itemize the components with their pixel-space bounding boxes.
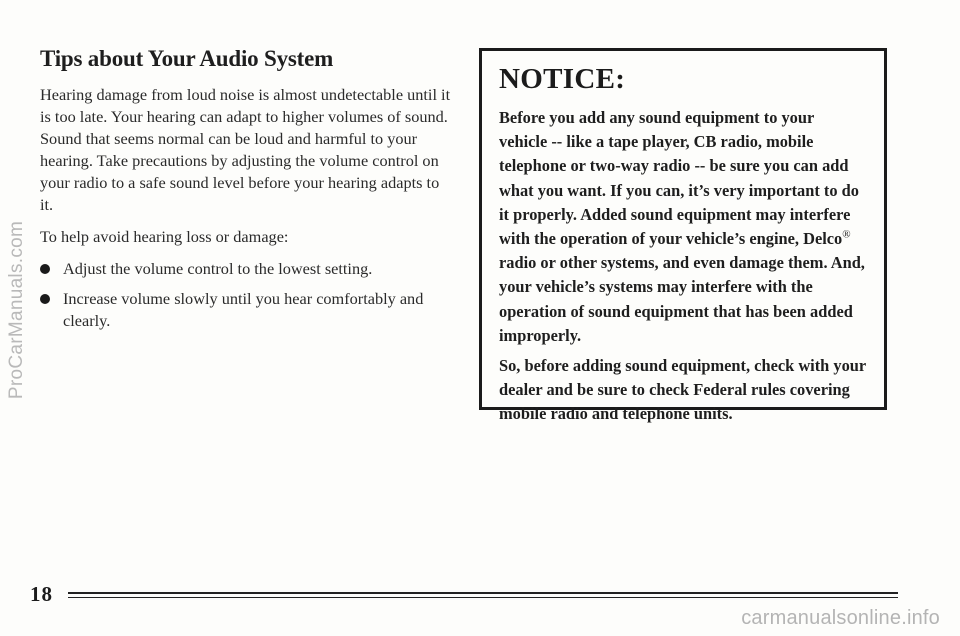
notice-paragraph-2: So, before adding sound equipment, check with your dealer and be sure to check Federal rules covering mobile radio and telephone units. xyxy=(499,356,866,424)
footer-rule xyxy=(68,592,898,594)
list-item-text: Increase volume slowly until you hear comfortably and clearly. xyxy=(63,289,424,330)
notice-title: NOTICE: xyxy=(499,63,626,95)
notice-box xyxy=(479,48,887,424)
registered-mark: ® xyxy=(842,228,851,241)
bullet-icon xyxy=(40,294,50,304)
footer-rule-thin xyxy=(68,597,898,598)
list-item-text: Adjust the volume control to the lowest setting. xyxy=(63,259,373,278)
list-item xyxy=(40,258,455,280)
audio-tips-section xyxy=(40,46,455,340)
notice-text-part-2: radio or other systems, and even damage them. And, your vehicle’s systems may interfere with the operation of sound equipment that has been added improperly. xyxy=(499,253,865,345)
list-item xyxy=(40,288,455,332)
notice-paragraph-1 xyxy=(499,106,866,348)
section-title: Tips about Your Audio System xyxy=(40,46,334,71)
side-watermark-text: ProCarManuals.com xyxy=(6,220,27,400)
hearing-damage-paragraph: Hearing damage from loud noise is almost undetectable until it is too late. Your hearing can adapt to higher volumes of sound. Sound that seems normal can be loud and harmful to your hearing. Take precautions by adjusting the volume control on your radio to a safe sound level before your hearing adapts to it. xyxy=(40,85,451,214)
tips-list xyxy=(40,258,455,332)
avoid-hearing-loss-intro: To help avoid hearing loss or damage: xyxy=(40,227,289,246)
notice-text-part-1: Before you add any sound equipment to your vehicle -- like a tape player, CB radio, mobile telephone or two-way radio -- be sure you can add what you want. If you can, it’s very important to do it properly. Added sound equipment may interfere with the operation of your vehicle’s engine, Delco xyxy=(499,108,859,249)
side-watermark xyxy=(4,100,30,520)
bullet-icon xyxy=(40,264,50,274)
page-number: 18 xyxy=(30,582,53,606)
bottom-watermark: carmanualsonline.info xyxy=(741,607,940,629)
page-footer xyxy=(30,582,898,608)
